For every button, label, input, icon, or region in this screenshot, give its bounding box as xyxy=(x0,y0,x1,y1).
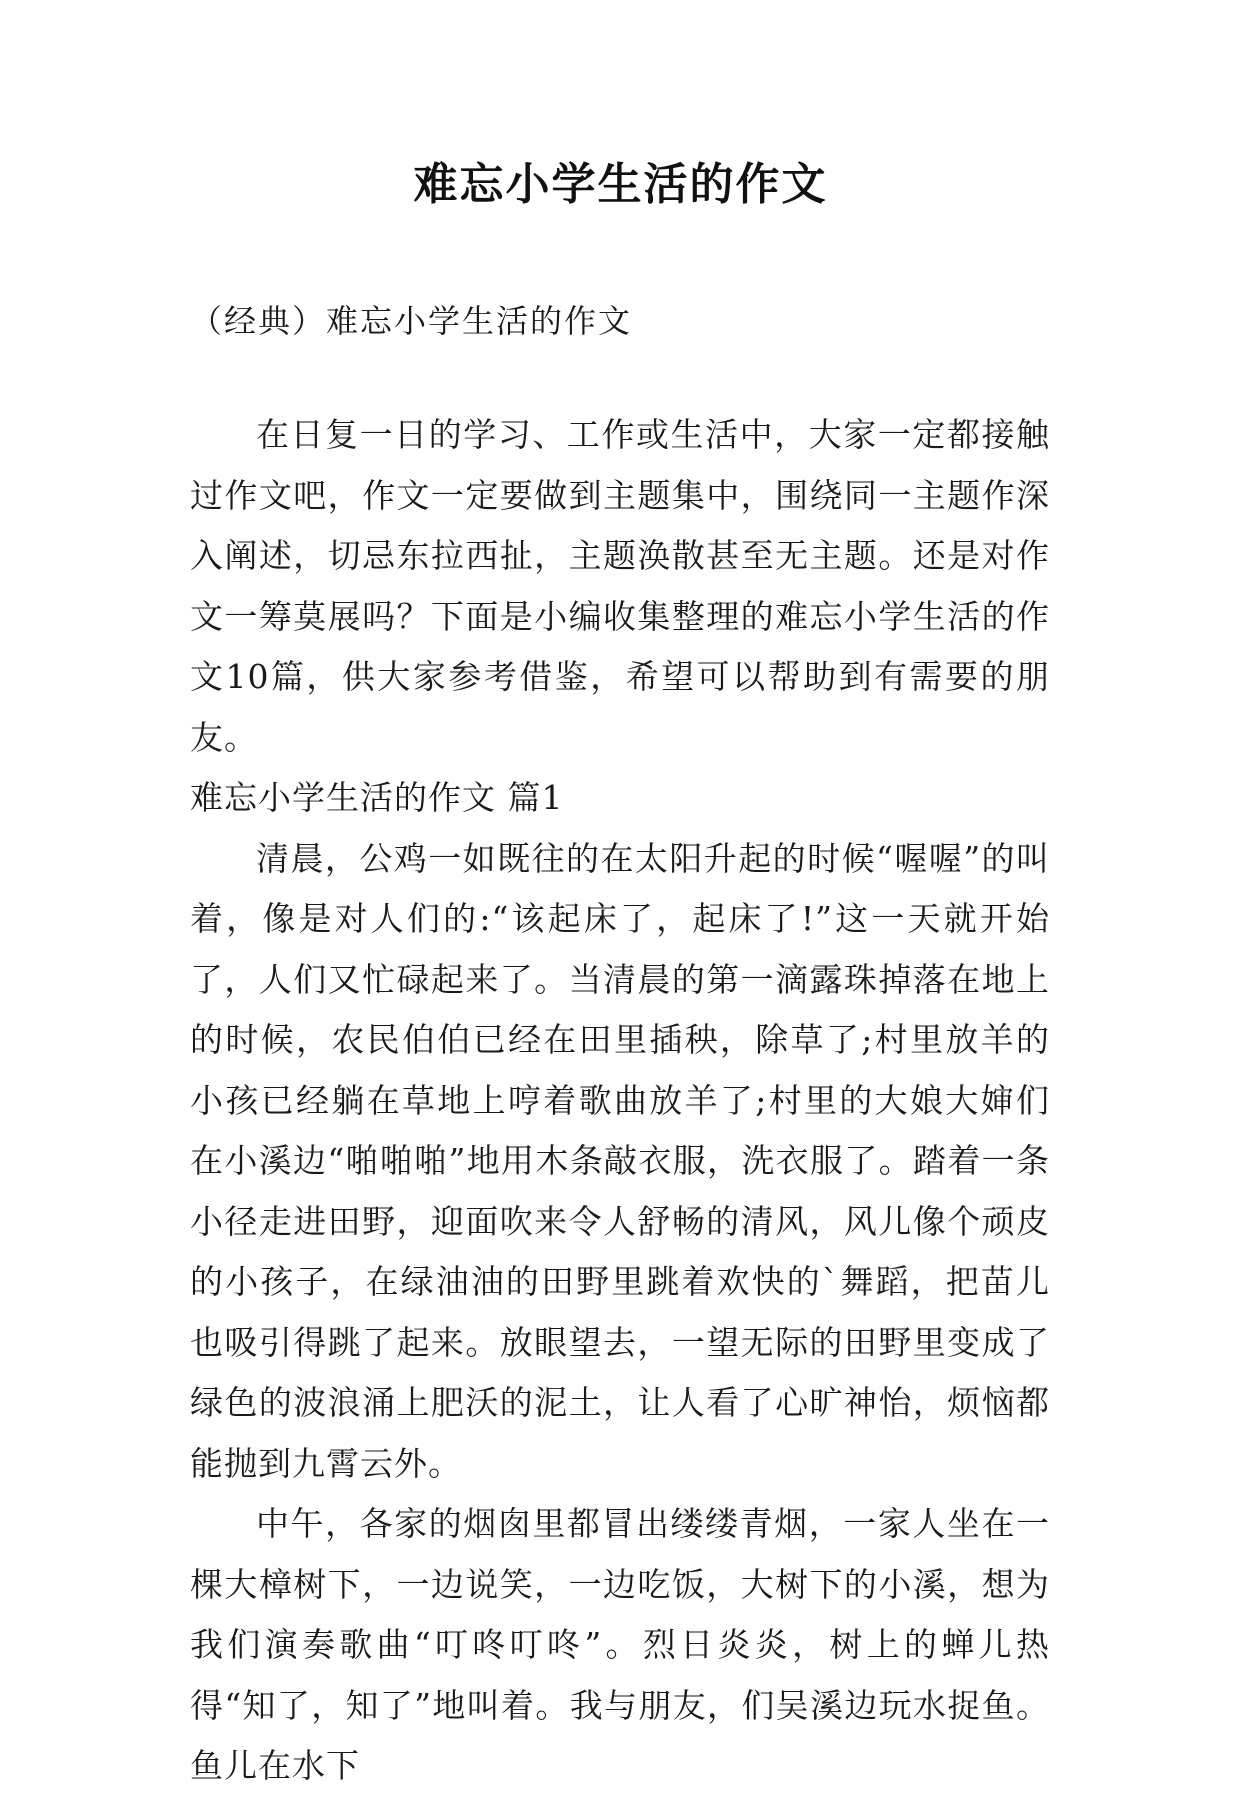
body-paragraph-2: 中午，各家的烟囱里都冒出缕缕青烟，一家人坐在一棵大樟树下，一边说笑，一边吃饭，大树下的小溪，想为我们演奏歌曲“叮咚叮咚”。烈日炎炎，树上的蝉儿热得“知了，知了”地叫着。我与朋友，们吴溪边玩水捉鱼。鱼儿在水下 xyxy=(190,1504,1050,1785)
body-paragraph-1: 清晨，公鸡一如既往的在太阳升起的时候“喔喔”的叫着，像是对人们的:“该起床了，起床了!”这一天就开始了，人们又忙碌起来了。当清晨的第一滴露珠掉落在地上的时候，农民伯伯已经在田里插秧，除草了;村里放羊的小孩已经躺在草地上哼着歌曲放羊了;村里的大娘大婶们在小溪边“啪啪啪”地用木条敲衣服，洗衣服了。踏着一条小径走进田野，迎面吹来令人舒畅的清风，风儿像个顽皮的小孩子，在绿油油的田野里跳着欢快的`舞蹈，把苗儿也吸引得跳了起来。放眼望去，一望无际的田野里变成了绿色的波浪涌上肥沃的泥土，让人看了心旷神怡，烦恼都能抛到九霄云外。 xyxy=(190,838,1050,1483)
section-heading: 难忘小学生活的作文 篇1 xyxy=(190,778,564,817)
document-body xyxy=(190,405,1050,1797)
intro-paragraph: 在日复一日的学习、工作或生活中，大家一定都接触过作文吧，作文一定要做到主题集中，围绕同一主题作深入阐述，切忌东拉西扯，主题涣散甚至无主题。还是对作文一筹莫展吗？下面是小编收集整理的难忘小学生活的作文10篇，供大家参考借鉴，希望可以帮助到有需要的朋友。 xyxy=(190,415,1050,757)
document-subtitle: （经典）难忘小学生活的作文 xyxy=(190,302,633,340)
document-title: 难忘小学生活的作文 xyxy=(413,159,828,210)
